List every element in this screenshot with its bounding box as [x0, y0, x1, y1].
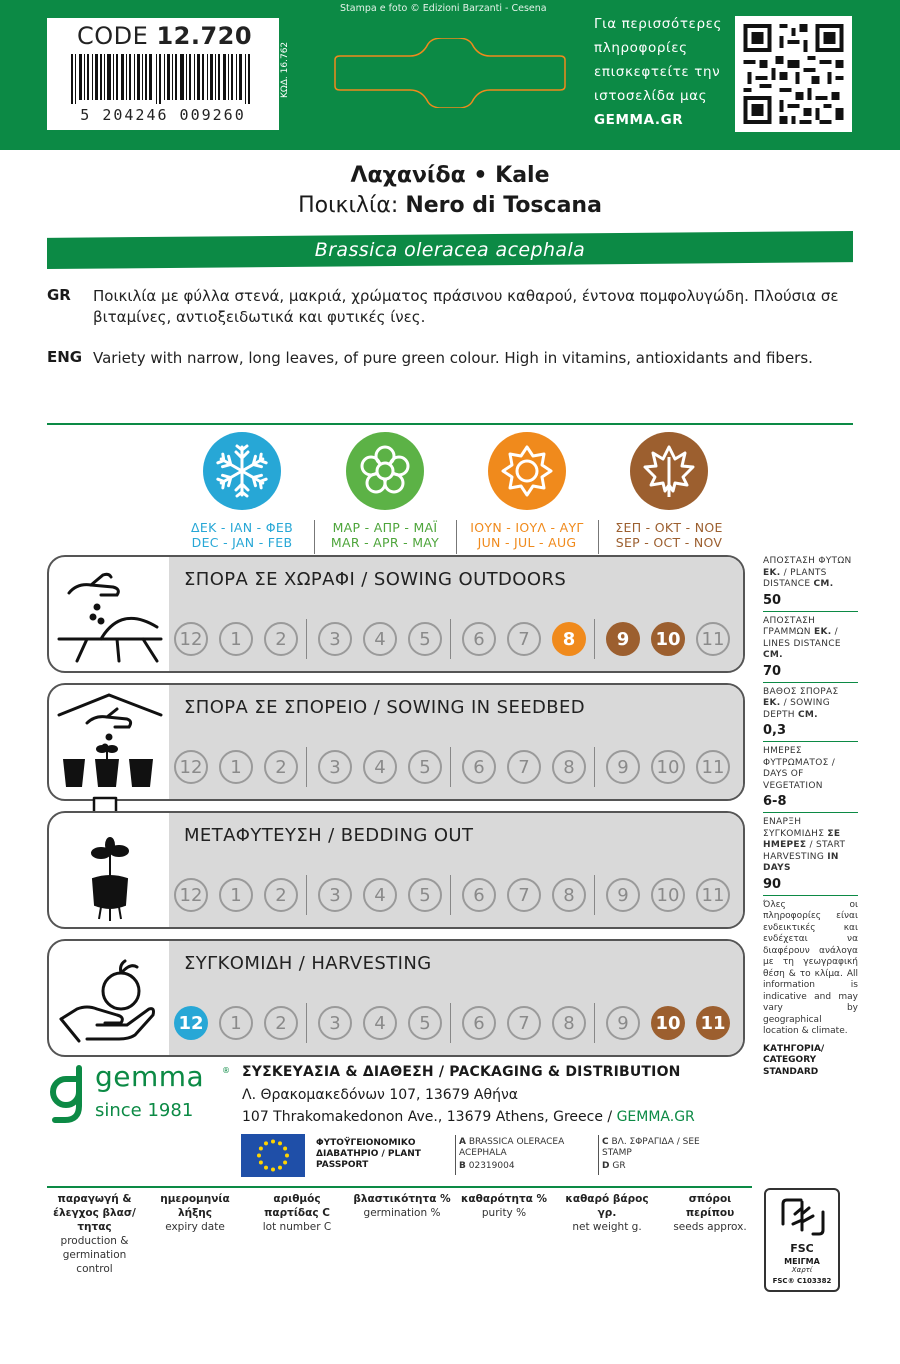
month-circle-12: 12: [174, 878, 208, 912]
month-circle-6: 6: [462, 750, 496, 784]
month-strip: [174, 1003, 741, 1043]
barcode-icon: [71, 54, 255, 104]
season-divider: [594, 747, 595, 787]
month-strip: [174, 747, 741, 787]
info-line: Για περισσότερες: [594, 16, 723, 32]
product-code: CODE 12.720: [77, 22, 253, 50]
month-circle-1: 1: [219, 750, 253, 784]
description-en: Variety with narrow, long leaves, of pure green colour. High in vitamins, antioxidants and fibers.: [93, 349, 813, 367]
stats-column: [763, 556, 858, 1078]
passport-divider: [598, 1135, 599, 1175]
lang-label-gr: GR: [47, 286, 71, 304]
month-circle-8: 8: [552, 1006, 586, 1040]
divider: [47, 423, 853, 425]
month-circle-1: 1: [219, 878, 253, 912]
season-divider: [594, 1003, 595, 1043]
month-circle-1: 1: [219, 622, 253, 656]
month-circle-12: 12: [174, 622, 208, 656]
stat-item: [763, 616, 858, 683]
season-divider: [306, 619, 307, 659]
fsc-tree-icon: [777, 1196, 827, 1238]
bottom-col-purity: καθαρότητα % purity %: [460, 1193, 548, 1219]
month-circle-12: 12: [174, 750, 208, 784]
month-strip: [174, 619, 741, 659]
season-divider: [306, 875, 307, 915]
hang-hole-outline: [330, 38, 570, 108]
product-title: Λαχανίδα • Kale: [350, 163, 550, 188]
month-circle-4: 4: [363, 878, 397, 912]
stat-value: 90: [763, 876, 782, 892]
passport-a: A BRASSICA OLERACEA ACEPHALA: [459, 1137, 565, 1158]
month-circle-2: 2: [264, 1006, 298, 1040]
month-circle-10: 10: [651, 622, 685, 656]
ean-number: 5 204246 009260: [80, 106, 246, 124]
month-circle-6: 6: [462, 878, 496, 912]
month-circle-2: 2: [264, 622, 298, 656]
row-title: ΣΠΟΡΑ ΣΕ ΧΩΡΑΦΙ / SOWING OUTDOORS: [184, 569, 567, 590]
stat-value: 6-8: [763, 794, 787, 809]
month-circle-3: 3: [318, 750, 352, 784]
season-divider: [306, 747, 307, 787]
month-circle-1: 1: [219, 1006, 253, 1040]
season-label-gr: ΜΑΡ - ΑΠΡ - ΜΑΪ: [332, 520, 438, 535]
qr-code-icon[interactable]: [735, 16, 852, 132]
snowflake-icon: [203, 432, 281, 510]
bottom-col-seeds: σπόροι περίπου seeds approx.: [673, 1193, 747, 1233]
season-divider: [594, 875, 595, 915]
season-spring: [315, 432, 455, 550]
month-circle-3: 3: [318, 878, 352, 912]
month-circle-5: 5: [408, 750, 442, 784]
website-link[interactable]: GEMMA.GR: [616, 1109, 695, 1125]
month-circle-2: 2: [264, 750, 298, 784]
month-circle-5: 5: [408, 622, 442, 656]
stat-item: [763, 556, 858, 612]
fsc-text: FSC: [790, 1242, 814, 1255]
month-circle-12: 12: [174, 1006, 208, 1040]
stat-item: [763, 817, 858, 896]
bottom-col-expiry: ημερομηνία λήξης expiry date: [160, 1193, 230, 1233]
calendar-row-sowing-outdoors: [47, 555, 745, 673]
passport-c: C ΒΛ. ΣΦΡΑΓΙΔΑ / SEE STAMP: [602, 1137, 700, 1158]
stat-label: ΒΑΘΟΣ ΣΠΟΡΑΣ ΕΚ. / SOWING DEPTH CM.: [763, 686, 839, 720]
latin-name: Brassica oleracea acephala: [314, 239, 586, 261]
fsc-mix: ΜΕΙΓΜΑ: [784, 1257, 820, 1266]
fsc-paper: Χαρτί: [791, 1266, 813, 1274]
season-label-gr: ΙΟΥΝ - ΙΟΥΛ - ΑΥΓ: [470, 520, 584, 535]
disclaimer-note: Όλες οι πληροφορίες είναι ενδεικτικές και ενδέχεται να διαφέρουν ανάλογα με τη γεωγραφική θέση & το κλίμα. All information is indicative and may vary by geographical location & climate.: [763, 899, 858, 1036]
stat-label: ΑΠΟΣΤΑΣΗ ΓΡΑΜΜΩΝ ΕΚ. / LINES DISTANCE CM.: [763, 615, 841, 660]
calendar-row-bedding-out: [47, 811, 745, 929]
registered-mark: ®: [222, 1066, 230, 1075]
month-circle-9: 9: [606, 878, 640, 912]
month-circle-7: 7: [507, 622, 541, 656]
month-strip: [174, 875, 741, 915]
stat-label: ΗΜΕΡΕΣ ΦΥΤΡΩΜΑΤΟΣ / DAYS OF VEGETATION: [763, 746, 836, 791]
stat-label: ΕΝΑΡΞΗ ΣΥΓΚΟΜΙΔΗΣ ΣΕ ΗΜΕΡΕΣ / START HARVESTING IN DAYS: [763, 817, 846, 873]
month-circle-11: 11: [696, 622, 730, 656]
calendar-row-harvesting: [47, 939, 745, 1057]
bottom-col-lot: αριθμός παρτίδας C lot number C: [262, 1193, 332, 1233]
row-title: ΣΠΟΡΑ ΣΕ ΣΠΟΡΕΙΟ / SOWING IN SEEDBED: [184, 697, 586, 718]
info-line: πληροφορίες: [594, 40, 688, 56]
hand-harvest-icon: [57, 949, 163, 1049]
passport-b: B 02319004: [459, 1161, 515, 1171]
season-winter: [172, 432, 312, 550]
month-circle-6: 6: [462, 622, 496, 656]
row-title: ΣΥΓΚΟΜΙΔΗ / HARVESTING: [184, 953, 432, 974]
calendar-row-sowing-seedbed: [47, 683, 745, 801]
season-label-en: DEC - JAN - FEB: [191, 535, 293, 550]
month-circle-8: 8: [552, 750, 586, 784]
bottom-col-weight: καθαρό βάρος γρ. net weight g.: [565, 1193, 649, 1233]
season-label-en: SEP - OCT - NOV: [615, 535, 723, 550]
barcode-panel: [47, 18, 279, 130]
season-divider: [450, 747, 451, 787]
season-divider: [450, 1003, 451, 1043]
bottom-col-germination: βλαστικότητα % germination %: [353, 1193, 451, 1219]
season-summer: [457, 432, 597, 550]
season-divider: [306, 1003, 307, 1043]
season-autumn: [599, 432, 739, 550]
month-circle-9: 9: [606, 622, 640, 656]
header-band: [0, 0, 900, 150]
season-divider: [450, 875, 451, 915]
passport-d: D GR: [602, 1161, 626, 1171]
month-circle-7: 7: [507, 878, 541, 912]
month-circle-11: 11: [696, 878, 730, 912]
month-circle-7: 7: [507, 1006, 541, 1040]
category-label: ΚΑΤΗΓΟΡΙΑ/ CATEGORY STANDARD: [763, 1043, 825, 1077]
address-en: 107 Thrakomakedonon Ave., 13679 Athens, Greece / GEMMA.GR: [242, 1109, 695, 1125]
packaging-title: ΣΥΣΚΕΥΑΣΙΑ & ΔΙΑΘΕΣΗ / PACKAGING & DISTRIBUTION: [242, 1064, 681, 1080]
hand-sowing-field-icon: [57, 565, 163, 665]
month-circle-7: 7: [507, 750, 541, 784]
print-credit: Stampa e foto © Edizioni Barzanti - Cesena: [340, 3, 547, 14]
address-gr: Λ. Θρακομακεδόνων 107, 13679 Αθήνα: [242, 1087, 519, 1103]
sun-icon: [488, 432, 566, 510]
fsc-code: FSC® C103382: [772, 1277, 832, 1285]
brand-name: gemma: [95, 1060, 205, 1093]
month-circle-10: 10: [651, 1006, 685, 1040]
row-title: ΜΕΤΑΦΥΤΕΥΣΗ / BEDDING OUT: [184, 825, 474, 846]
passport-divider: [455, 1135, 456, 1175]
month-circle-4: 4: [363, 1006, 397, 1040]
month-circle-3: 3: [318, 622, 352, 656]
maple-leaf-icon: [630, 432, 708, 510]
eu-flag-icon: [241, 1134, 305, 1177]
variety-title: Ποικιλία: Nero di Toscana: [298, 193, 602, 218]
season-label-gr: ΣΕΠ - ΟΚΤ - ΝΟΕ: [615, 520, 723, 535]
stat-value: 70: [763, 663, 782, 679]
month-circle-10: 10: [651, 750, 685, 784]
month-circle-5: 5: [408, 1006, 442, 1040]
month-circle-11: 11: [696, 750, 730, 784]
season-divider: [450, 619, 451, 659]
kod-number: ΚΩΔ. 16.762: [280, 41, 290, 98]
month-circle-3: 3: [318, 1006, 352, 1040]
stat-item: [763, 687, 858, 743]
season-label-gr: ΔΕΚ - ΙΑΝ - ΦΕΒ: [191, 520, 293, 535]
season-label-en: JUN - JUL - AUG: [477, 535, 577, 550]
fsc-label: [764, 1188, 840, 1292]
transplant-seedling-icon: [57, 821, 163, 921]
bottom-col-production: παραγωγή & έλεγχος βλασ/τητας production & germination control: [53, 1193, 136, 1275]
month-circle-10: 10: [651, 878, 685, 912]
stat-value: 0,3: [763, 723, 787, 738]
flower-icon: [346, 432, 424, 510]
description-gr: Ποικιλία με φύλλα στενά, μακριά, χρώματος πράσινου καθαρού, έντονα πομφολυγώδη. Πλούσια σε βιταμίνες, αντιοξειδωτικά και φυτικές ίνες.: [93, 287, 839, 326]
month-circle-4: 4: [363, 750, 397, 784]
month-circle-9: 9: [606, 1006, 640, 1040]
info-line: επισκεφτείτε την: [594, 64, 721, 80]
seedbed-pots-icon: [57, 693, 163, 793]
month-circle-2: 2: [264, 878, 298, 912]
divider: [47, 1186, 752, 1188]
month-circle-11: 11: [696, 1006, 730, 1040]
info-line: ιστοσελίδα μας: [594, 88, 708, 104]
plant-passport-label: ΦΥΤΟΫΓΕΙΟΝΟΜΙΚΟ ΔΙΑΒΑΤΗΡΙΟ / PLANT PASSPORT: [316, 1138, 421, 1170]
info-text: [594, 12, 722, 132]
stat-label: ΑΠΟΣΤΑΣΗ ΦΥΤΩΝ ΕΚ. / PLANTS DISTANCE CM.: [763, 556, 852, 589]
brand-since: since 1981: [95, 1100, 194, 1121]
gemma-logo-icon: [47, 1062, 87, 1124]
month-circle-9: 9: [606, 750, 640, 784]
season-divider: [594, 619, 595, 659]
season-label-en: MAR - APR - MAY: [330, 535, 440, 550]
lang-label-en: ENG: [47, 348, 83, 366]
stat-value: 50: [763, 592, 782, 608]
month-circle-8: 8: [552, 622, 586, 656]
website-link[interactable]: GEMMA.GR: [594, 112, 684, 128]
month-circle-6: 6: [462, 1006, 496, 1040]
month-circle-8: 8: [552, 878, 586, 912]
stat-item: [763, 746, 858, 813]
month-circle-5: 5: [408, 878, 442, 912]
month-circle-4: 4: [363, 622, 397, 656]
